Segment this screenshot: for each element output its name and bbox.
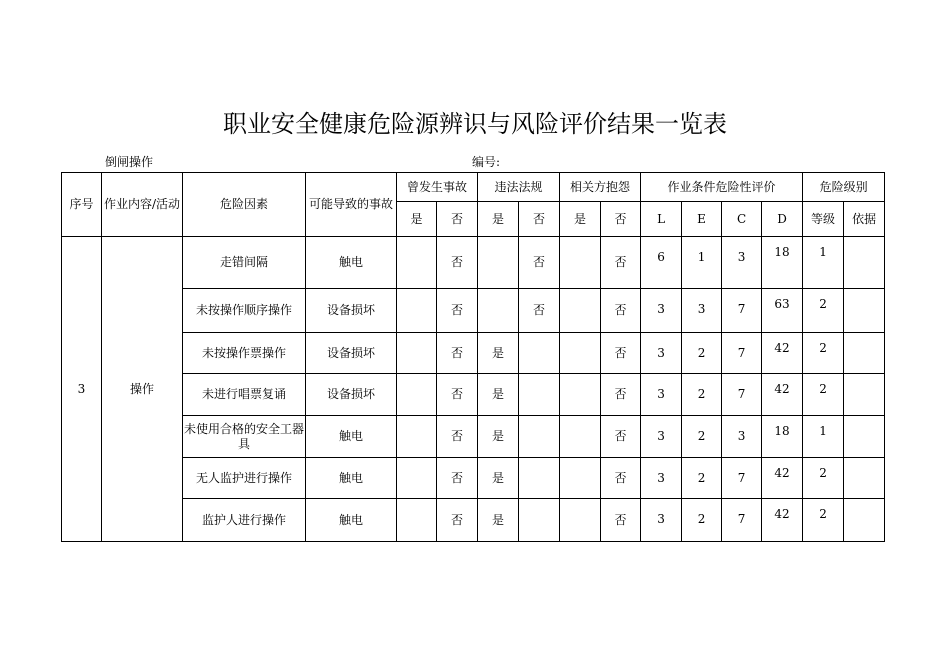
header-D: D bbox=[762, 202, 803, 237]
risk-assessment-table bbox=[61, 172, 885, 542]
cell-basis bbox=[844, 499, 885, 542]
cell-grade: 2 bbox=[803, 374, 844, 416]
cell-E: 2 bbox=[682, 458, 722, 499]
task-name: 倒闸操作 bbox=[105, 155, 154, 169]
cell-E: 1 bbox=[682, 237, 722, 289]
cell-accident: 触电 bbox=[306, 499, 397, 542]
cell-E: 2 bbox=[682, 416, 722, 458]
cell-vio-no bbox=[519, 374, 560, 416]
header-evaluation: 作业条件危险性评价 bbox=[641, 173, 803, 202]
header-accident: 可能导致的事故 bbox=[306, 173, 397, 237]
cell-hazard: 未按操作顺序操作 bbox=[183, 289, 306, 333]
cell-L: 3 bbox=[641, 416, 682, 458]
cell-accident: 触电 bbox=[306, 416, 397, 458]
cell-basis bbox=[844, 374, 885, 416]
cell-basis bbox=[844, 237, 885, 289]
header-occurred: 曾发生事故 bbox=[397, 173, 478, 202]
table-body bbox=[62, 173, 885, 542]
cell-occ-no: 否 bbox=[437, 333, 478, 374]
cell-occ-yes bbox=[397, 374, 437, 416]
cell-vio-no: 否 bbox=[519, 289, 560, 333]
cell-vio-yes: 是 bbox=[478, 416, 519, 458]
header-activity: 作业内容/活动 bbox=[102, 173, 183, 237]
cell-com-yes bbox=[560, 333, 601, 374]
header-violation-no: 否 bbox=[519, 202, 560, 237]
cell-vio-no bbox=[519, 499, 560, 542]
cell-com-yes bbox=[560, 374, 601, 416]
cell-com-yes bbox=[560, 458, 601, 499]
cell-com-no: 否 bbox=[601, 333, 641, 374]
cell-vio-yes: 是 bbox=[478, 499, 519, 542]
header-complaint: 相关方抱怨 bbox=[560, 173, 641, 202]
cell-hazard: 未使用合格的安全工器具 bbox=[183, 416, 306, 458]
cell-occ-yes bbox=[397, 237, 437, 289]
cell-com-yes bbox=[560, 499, 601, 542]
header-grade: 等级 bbox=[803, 202, 844, 237]
cell-vio-yes: 是 bbox=[478, 333, 519, 374]
cell-occ-no: 否 bbox=[437, 458, 478, 499]
cell-vio-no: 否 bbox=[519, 237, 560, 289]
cell-occ-no: 否 bbox=[437, 499, 478, 542]
cell-com-no: 否 bbox=[601, 499, 641, 542]
cell-com-no: 否 bbox=[601, 458, 641, 499]
header-occurred-no: 否 bbox=[437, 202, 478, 237]
cell-occ-no: 否 bbox=[437, 289, 478, 333]
cell-L: 3 bbox=[641, 374, 682, 416]
cell-vio-no bbox=[519, 416, 560, 458]
cell-L: 3 bbox=[641, 289, 682, 333]
cell-accident: 设备损坏 bbox=[306, 333, 397, 374]
cell-C: 3 bbox=[722, 237, 762, 289]
header-violation-yes: 是 bbox=[478, 202, 519, 237]
cell-vio-yes: 是 bbox=[478, 374, 519, 416]
header-level: 危险级别 bbox=[803, 173, 885, 202]
header-row-1 bbox=[62, 173, 885, 202]
cell-L: 6 bbox=[641, 237, 682, 289]
table-row bbox=[62, 499, 885, 542]
cell-com-no: 否 bbox=[601, 289, 641, 333]
cell-D: 63 bbox=[762, 289, 803, 333]
cell-C: 7 bbox=[722, 499, 762, 542]
table-row bbox=[62, 237, 885, 289]
cell-hazard: 无人监护进行操作 bbox=[183, 458, 306, 499]
header-complaint-no: 否 bbox=[601, 202, 641, 237]
cell-L: 3 bbox=[641, 499, 682, 542]
header-L: L bbox=[641, 202, 682, 237]
cell-occ-yes bbox=[397, 416, 437, 458]
cell-accident: 设备损坏 bbox=[306, 374, 397, 416]
cell-com-no: 否 bbox=[601, 416, 641, 458]
cell-accident: 触电 bbox=[306, 237, 397, 289]
cell-vio-no bbox=[519, 458, 560, 499]
cell-grade: 1 bbox=[803, 416, 844, 458]
cell-E: 2 bbox=[682, 499, 722, 542]
cell-com-no: 否 bbox=[601, 374, 641, 416]
group-seq: 3 bbox=[62, 237, 102, 542]
cell-occ-yes bbox=[397, 333, 437, 374]
cell-vio-yes bbox=[478, 237, 519, 289]
cell-E: 2 bbox=[682, 333, 722, 374]
cell-E: 2 bbox=[682, 374, 722, 416]
cell-occ-yes bbox=[397, 289, 437, 333]
table-row bbox=[62, 333, 885, 374]
cell-occ-yes bbox=[397, 499, 437, 542]
table-row bbox=[62, 416, 885, 458]
cell-com-no: 否 bbox=[601, 237, 641, 289]
table-row bbox=[62, 289, 885, 333]
cell-occ-no: 否 bbox=[437, 237, 478, 289]
header-basis: 依据 bbox=[844, 202, 885, 237]
cell-D: 18 bbox=[762, 416, 803, 458]
header-seq: 序号 bbox=[62, 173, 102, 237]
group-activity: 操作 bbox=[102, 237, 183, 542]
cell-hazard: 走错间隔 bbox=[183, 237, 306, 289]
cell-L: 3 bbox=[641, 458, 682, 499]
cell-D: 42 bbox=[762, 333, 803, 374]
header-E: E bbox=[682, 202, 722, 237]
cell-occ-yes bbox=[397, 458, 437, 499]
cell-accident: 设备损坏 bbox=[306, 289, 397, 333]
cell-com-yes bbox=[560, 289, 601, 333]
cell-com-yes bbox=[560, 237, 601, 289]
cell-vio-no bbox=[519, 333, 560, 374]
cell-E: 3 bbox=[682, 289, 722, 333]
document-title: 职业安全健康危险源辨识与风险评价结果一览表 bbox=[223, 110, 727, 138]
cell-grade: 2 bbox=[803, 289, 844, 333]
cell-C: 7 bbox=[722, 333, 762, 374]
cell-C: 7 bbox=[722, 374, 762, 416]
cell-com-yes bbox=[560, 416, 601, 458]
cell-grade: 2 bbox=[803, 499, 844, 542]
cell-basis bbox=[844, 333, 885, 374]
cell-hazard: 未按操作票操作 bbox=[183, 333, 306, 374]
cell-grade: 2 bbox=[803, 458, 844, 499]
cell-basis bbox=[844, 289, 885, 333]
header-complaint-yes: 是 bbox=[560, 202, 601, 237]
cell-C: 7 bbox=[722, 289, 762, 333]
cell-basis bbox=[844, 416, 885, 458]
cell-basis bbox=[844, 458, 885, 499]
cell-D: 18 bbox=[762, 237, 803, 289]
cell-occ-no: 否 bbox=[437, 374, 478, 416]
cell-accident: 触电 bbox=[306, 458, 397, 499]
cell-C: 3 bbox=[722, 416, 762, 458]
table-row bbox=[62, 458, 885, 499]
cell-grade: 1 bbox=[803, 237, 844, 289]
cell-C: 7 bbox=[722, 458, 762, 499]
cell-L: 3 bbox=[641, 333, 682, 374]
cell-occ-no: 否 bbox=[437, 416, 478, 458]
cell-hazard: 未进行唱票复诵 bbox=[183, 374, 306, 416]
cell-D: 42 bbox=[762, 374, 803, 416]
number-label: 编号: bbox=[472, 155, 501, 169]
header-hazard: 危险因素 bbox=[183, 173, 306, 237]
cell-vio-yes: 是 bbox=[478, 458, 519, 499]
cell-vio-yes bbox=[478, 289, 519, 333]
cell-hazard: 监护人进行操作 bbox=[183, 499, 306, 542]
cell-D: 42 bbox=[762, 499, 803, 542]
header-violation: 违法法规 bbox=[478, 173, 560, 202]
header-C: C bbox=[722, 202, 762, 237]
table-row bbox=[62, 374, 885, 416]
cell-D: 42 bbox=[762, 458, 803, 499]
cell-grade: 2 bbox=[803, 333, 844, 374]
header-occurred-yes: 是 bbox=[397, 202, 437, 237]
